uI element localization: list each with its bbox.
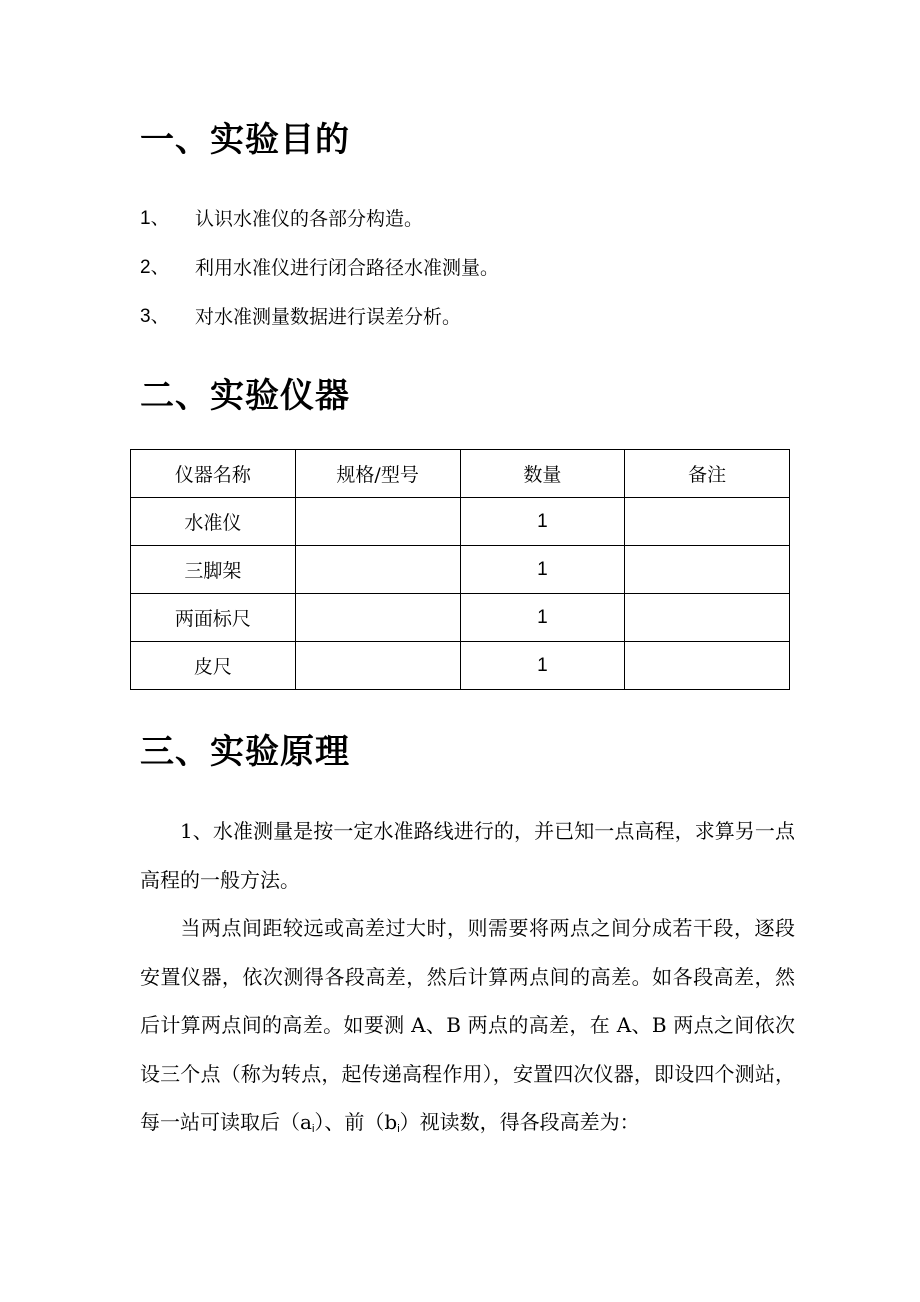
- table-cell: 1: [460, 546, 625, 594]
- list-item-number: 2、: [140, 257, 170, 278]
- table-cell: 三脚架: [131, 546, 296, 594]
- table-row: [131, 498, 790, 546]
- section-heading-instruments: 二、实验仪器: [140, 376, 350, 416]
- table-cell: [295, 498, 460, 546]
- table-cell: [625, 498, 790, 546]
- table-cell: [625, 546, 790, 594]
- subscript-i: i: [311, 1123, 315, 1135]
- table-row: [131, 546, 790, 594]
- table-cell: [295, 546, 460, 594]
- table-cell: [625, 594, 790, 642]
- table-header-cell: 仪器名称: [131, 450, 296, 498]
- principle-paragraph-2: [140, 904, 795, 1154]
- list-item-number: 1、: [140, 208, 170, 229]
- table-cell: 1: [460, 594, 625, 642]
- table-cell: [295, 594, 460, 642]
- table-cell: [625, 642, 790, 690]
- table-cell: 两面标尺: [131, 594, 296, 642]
- list-item-text: 利用水准仪进行闭合路径水准测量。: [195, 257, 500, 279]
- table-row: [131, 594, 790, 642]
- section-heading-principle: 三、实验原理: [140, 732, 350, 772]
- table-row: [131, 642, 790, 690]
- principle-paragraph-2-text-b: ）、前（b: [314, 1110, 398, 1134]
- principle-paragraph-1: [140, 807, 795, 904]
- table-cell: 皮尺: [131, 642, 296, 690]
- subscript-i: i: [397, 1123, 400, 1135]
- table-cell: 1: [460, 642, 625, 690]
- table-header-row: [131, 450, 790, 498]
- table-header-cell: 规格/型号: [295, 450, 460, 498]
- instrument-table: [130, 449, 790, 690]
- table-header-cell: 数量: [460, 450, 625, 498]
- table-header-cell: 备注: [625, 450, 790, 498]
- principle-paragraph-1-text: 1、水准测量是按一定水准路线进行的，并已知一点高程，求算另一点高程的一般方法。: [140, 819, 795, 892]
- table-cell: [295, 642, 460, 690]
- list-item-number: 3、: [140, 306, 170, 327]
- section-heading-purpose: 一、实验目的: [140, 120, 350, 160]
- principle-paragraph-2-text-c: ）视读数，得各段高差为：: [399, 1110, 640, 1134]
- table-cell: 1: [460, 498, 625, 546]
- table-cell: 水准仪: [131, 498, 296, 546]
- list-item-text: 对水准测量数据进行误差分析。: [195, 306, 462, 328]
- list-item-text: 认识水准仪的各部分构造。: [195, 208, 424, 230]
- principle-paragraph-2-text-a: 当两点间距较远或高差过大时，则需要将两点之间分成若干段，逐段安置仪器，依次测得各段高差，然后计算两点间的高差。如各段高差，然后计算两点间的高差。如要测 A、B 两点的高差，在 A、B 两点之间依次设三个点（称为转点，起传递高程作用），安置四次仪器，即设四个测站，每一站可读取后（a: [140, 916, 795, 1134]
